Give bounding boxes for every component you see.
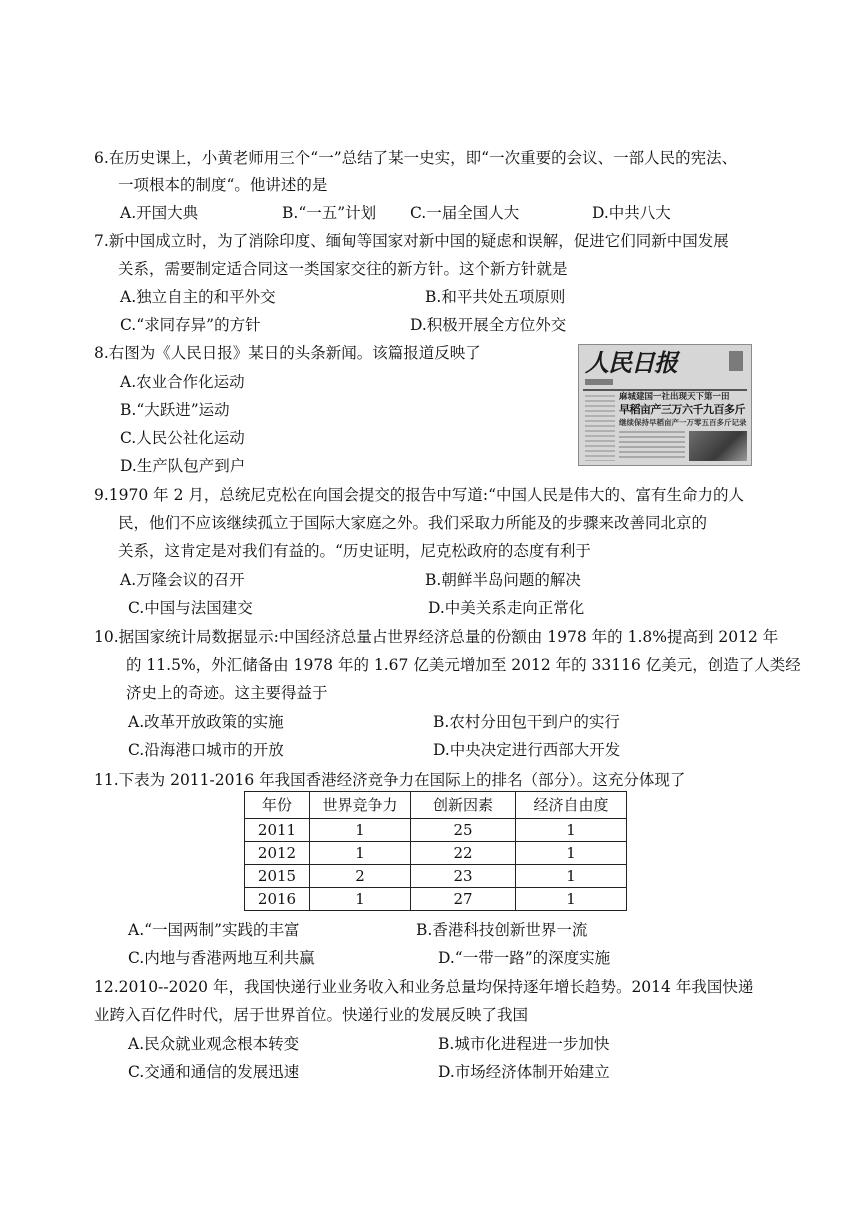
q6-option-b[interactable]: B.“一五”计划 bbox=[282, 204, 377, 222]
table-cell: 25 bbox=[411, 819, 516, 842]
q7-stem-line2: 关系，需要制定适合同这一类国家交往的新方针。这个新方针就是 bbox=[118, 260, 568, 278]
q10-option-c[interactable]: C.沿海港口城市的开放 bbox=[128, 741, 284, 759]
q8-option-d[interactable]: D.生产队包产到户 bbox=[120, 457, 246, 475]
table-cell: 1 bbox=[516, 888, 627, 911]
q9-stem-line3: 关系，这肯定是对我们有益的。“历史证明，尼克松政府的态度有利于 bbox=[118, 542, 591, 560]
newspaper-masthead: 人民日报 bbox=[585, 348, 677, 377]
table-header-row bbox=[245, 792, 627, 819]
newspaper-side-column bbox=[585, 395, 615, 461]
q12-option-a[interactable]: A.民众就业观念根本转变 bbox=[128, 1035, 300, 1053]
q12-stem-line1: 12.2010--2020 年，我国快递行业业务收入和业务总量均保持逐年增长趋势。2014 年我国快递 bbox=[94, 978, 754, 996]
table-cell: 2 bbox=[310, 865, 411, 888]
newspaper-date-block bbox=[729, 351, 743, 371]
q12-option-d[interactable]: D.市场经济体制开始建立 bbox=[438, 1063, 610, 1081]
q9-stem-line2: 民，他们不应该继续孤立于国际大家庭之外。我们采取力所能及的步骤来改善同北京的 bbox=[118, 514, 708, 532]
q10-option-b[interactable]: B.农村分田包干到户的实行 bbox=[433, 713, 620, 731]
q6-option-a[interactable]: A.开国大典 bbox=[120, 204, 199, 222]
q6-stem-line1: 6.在历史课上，小黄老师用三个“一”总结了某一史实，即“一次重要的会议、一部人民的宪法、 bbox=[94, 149, 738, 167]
newspaper-body-text bbox=[619, 431, 685, 461]
q10-option-a[interactable]: A.改革开放政策的实施 bbox=[128, 713, 284, 731]
q9-option-a[interactable]: A.万隆会议的召开 bbox=[120, 571, 245, 589]
q11-option-a[interactable]: A.“一国两制”实践的丰富 bbox=[128, 921, 300, 939]
table-cell: 1 bbox=[310, 888, 411, 911]
table-cell: 1 bbox=[310, 819, 411, 842]
newspaper-subtitle-block bbox=[585, 379, 613, 385]
q11-option-b[interactable]: B.香港科技创新世界一流 bbox=[416, 921, 588, 939]
q11-option-c[interactable]: C.内地与香港两地互利共赢 bbox=[128, 949, 315, 967]
table-cell: 2011 bbox=[245, 819, 310, 842]
table-cell: 1 bbox=[516, 819, 627, 842]
newspaper-headline-main: 早稻亩产三万六千九百多斤 bbox=[619, 403, 745, 416]
q9-option-b[interactable]: B.朝鲜半岛问题的解决 bbox=[425, 571, 581, 589]
q8-option-c[interactable]: C.人民公社化运动 bbox=[120, 429, 245, 447]
table-header-freedom: 经济自由度 bbox=[516, 792, 627, 819]
q12-option-b[interactable]: B.城市化进程进一步加快 bbox=[438, 1035, 610, 1053]
q9-option-c[interactable]: C.中国与法国建交 bbox=[128, 599, 253, 617]
q7-option-b[interactable]: B.和平共处五项原则 bbox=[425, 288, 566, 306]
newspaper-crowd-photo bbox=[689, 431, 747, 461]
q11-stem-line1: 11.下表为 2011-2016 年我国香港经济竞争力在国际上的排名（部分）。这充分体现了 bbox=[94, 771, 686, 789]
newspaper-headline-sub: 继续保持早稻亩产一万零五百多斤记录 bbox=[619, 418, 747, 427]
table-cell: 1 bbox=[310, 842, 411, 865]
q8-option-b[interactable]: B.“大跃进”运动 bbox=[120, 401, 230, 419]
q8-option-a[interactable]: A.农业合作化运动 bbox=[120, 373, 245, 391]
table-cell: 23 bbox=[411, 865, 516, 888]
q12-option-c[interactable]: C.交通和通信的发展迅速 bbox=[128, 1063, 300, 1081]
q7-option-d[interactable]: D.积极开展全方位外交 bbox=[410, 316, 567, 334]
q10-stem-line2: 的 11.5%，外汇储备由 1978 年的 1.67 亿美元增加至 2012 年的 33116 亿美元，创造了人类经 bbox=[126, 656, 801, 674]
q10-stem-line1: 10.据国家统计局数据显示:中国经济总量占世界经济总量的份额由 1978 年的 1.8%提高到 2012 年 bbox=[94, 628, 779, 646]
table-row bbox=[245, 865, 627, 888]
q12-stem-line2: 业跨入百亿件时代，居于世界首位。快递行业的发展反映了我国 bbox=[94, 1006, 529, 1024]
q6-option-d[interactable]: D.中共八大 bbox=[592, 204, 671, 222]
ranking-table bbox=[244, 791, 627, 911]
table-cell: 2016 bbox=[245, 888, 310, 911]
table-cell: 22 bbox=[411, 842, 516, 865]
table-row bbox=[245, 888, 627, 911]
q7-stem-line1: 7.新中国成立时，为了消除印度、缅甸等国家对新中国的疑虑和误解，促进它们同新中国发展 bbox=[94, 232, 729, 250]
q9-stem-line1: 9.1970 年 2 月，总统尼克松在向国会提交的报告中写道:“中国人民是伟大的、富有生命力的人 bbox=[94, 486, 745, 504]
q6-stem-line2: 一项根本的制度“。他讲述的是 bbox=[118, 176, 328, 194]
table-cell: 2012 bbox=[245, 842, 310, 865]
q10-stem-line3: 济史上的奇迹。这主要得益于 bbox=[126, 684, 328, 702]
q7-option-c[interactable]: C.“求同存异”的方针 bbox=[120, 316, 261, 334]
table-header-year: 年份 bbox=[245, 792, 310, 819]
q7-option-a[interactable]: A.独立自主的和平外交 bbox=[120, 288, 276, 306]
q9-option-d[interactable]: D.中美关系走向正常化 bbox=[428, 599, 585, 617]
table-cell: 2015 bbox=[245, 865, 310, 888]
table-row bbox=[245, 819, 627, 842]
q8-stem-line1: 8.右图为《人民日报》某日的头条新闻。该篇报道反映了 bbox=[94, 344, 481, 362]
newspaper-photo bbox=[578, 344, 752, 466]
q11-option-d[interactable]: D.“一带一路”的深度实施 bbox=[438, 949, 611, 967]
q6-option-c[interactable]: C.一届全国人大 bbox=[410, 204, 520, 222]
table-header-innovation: 创新因素 bbox=[411, 792, 516, 819]
table-cell: 27 bbox=[411, 888, 516, 911]
table-header-competitiveness: 世界竞争力 bbox=[310, 792, 411, 819]
table-cell: 1 bbox=[516, 842, 627, 865]
newspaper-headline-top: 麻城建国一社出现天下第一田 bbox=[619, 392, 730, 402]
table-row bbox=[245, 842, 627, 865]
q10-option-d[interactable]: D.中央决定进行西部大开发 bbox=[433, 741, 621, 759]
table-cell: 1 bbox=[516, 865, 627, 888]
